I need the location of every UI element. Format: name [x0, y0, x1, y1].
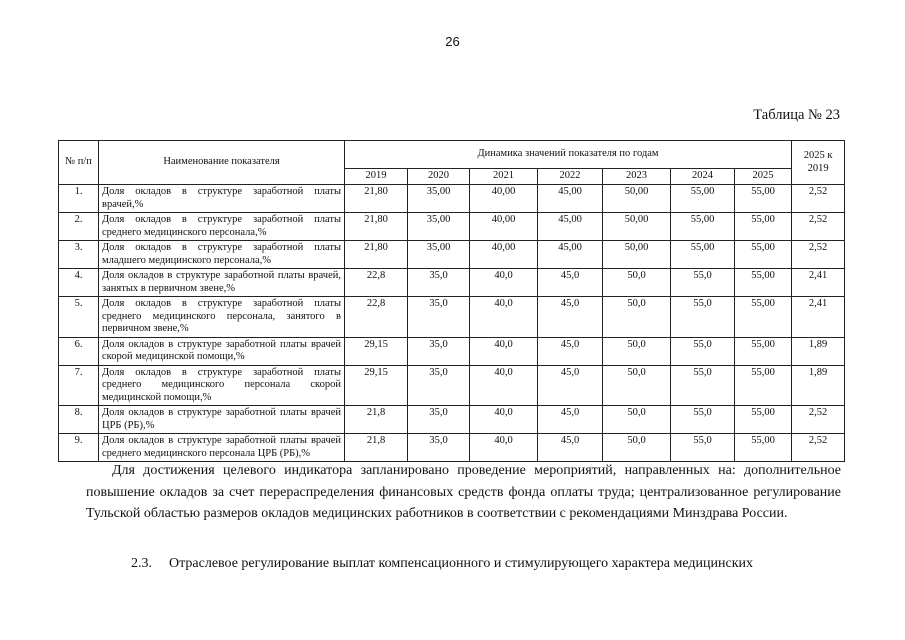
value-cell: 2,52	[792, 434, 845, 462]
value-cell: 50,00	[603, 241, 671, 269]
value-cell: 45,00	[538, 241, 603, 269]
indicator-name: Доля окладов в структуре заработной платы среднего медицинского персонала скорой медицинской помощи,%	[99, 365, 345, 406]
value-cell: 55,00	[671, 213, 735, 241]
indicator-name: Доля окладов в структуре заработной платы среднего медицинского персонала,%	[99, 213, 345, 241]
value-cell: 55,00	[735, 406, 792, 434]
header-year: 2024	[671, 169, 735, 185]
value-cell: 35,0	[408, 406, 470, 434]
value-cell: 40,00	[470, 185, 538, 213]
value-cell: 1,89	[792, 337, 845, 365]
value-cell: 22,8	[345, 269, 408, 297]
header-dynamics: Динамика значений показателя по годам	[345, 141, 792, 169]
row-number: 7.	[59, 365, 99, 406]
value-cell: 35,0	[408, 269, 470, 297]
value-cell: 45,00	[538, 185, 603, 213]
indicator-name: Доля окладов в структуре заработной платы младшего медицинского персонала,%	[99, 241, 345, 269]
value-cell: 2,41	[792, 297, 845, 338]
value-cell: 35,00	[408, 185, 470, 213]
table-row	[59, 337, 845, 365]
value-cell: 40,00	[470, 213, 538, 241]
value-cell: 55,00	[735, 241, 792, 269]
value-cell: 55,0	[671, 297, 735, 338]
row-number: 6.	[59, 337, 99, 365]
value-cell: 35,0	[408, 434, 470, 462]
header-num: № п/п	[59, 141, 99, 185]
value-cell: 55,00	[735, 297, 792, 338]
value-cell: 55,00	[735, 269, 792, 297]
value-cell: 50,0	[603, 365, 671, 406]
value-cell: 55,0	[671, 269, 735, 297]
value-cell: 45,0	[538, 434, 603, 462]
value-cell: 45,0	[538, 406, 603, 434]
value-cell: 21,8	[345, 434, 408, 462]
header-year: 2021	[470, 169, 538, 185]
row-number: 4.	[59, 269, 99, 297]
value-cell: 2,52	[792, 406, 845, 434]
value-cell: 29,15	[345, 337, 408, 365]
value-cell: 50,0	[603, 434, 671, 462]
value-cell: 21,8	[345, 406, 408, 434]
row-number: 5.	[59, 297, 99, 338]
value-cell: 55,00	[671, 185, 735, 213]
value-cell: 2,41	[792, 269, 845, 297]
table-row	[59, 297, 845, 338]
table-row	[59, 269, 845, 297]
value-cell: 40,0	[470, 269, 538, 297]
value-cell: 50,00	[603, 213, 671, 241]
header-year: 2019	[345, 169, 408, 185]
value-cell: 50,0	[603, 297, 671, 338]
table-row	[59, 365, 845, 406]
table-caption: Таблица № 23	[753, 107, 840, 123]
value-cell: 55,0	[671, 365, 735, 406]
section-heading	[131, 556, 753, 572]
section-number: 2.3.	[131, 556, 152, 571]
row-number: 9.	[59, 434, 99, 462]
value-cell: 45,0	[538, 297, 603, 338]
page-number: 26	[445, 34, 460, 49]
value-cell: 40,0	[470, 337, 538, 365]
indicator-name: Доля окладов в структуре заработной платы врачей,%	[99, 185, 345, 213]
value-cell: 55,00	[671, 241, 735, 269]
row-number: 1.	[59, 185, 99, 213]
value-cell: 45,0	[538, 337, 603, 365]
indicator-name: Доля окладов в структуре заработной платы врачей среднего медицинского персонала ЦРБ (РБ),%	[99, 434, 345, 462]
value-cell: 1,89	[792, 365, 845, 406]
value-cell: 21,80	[345, 241, 408, 269]
table-row	[59, 213, 845, 241]
header-year: 2023	[603, 169, 671, 185]
value-cell: 35,0	[408, 365, 470, 406]
header-name: Наименование показателя	[99, 141, 345, 185]
header-year: 2022	[538, 169, 603, 185]
value-cell: 22,8	[345, 297, 408, 338]
table-row	[59, 434, 845, 462]
value-cell: 40,0	[470, 434, 538, 462]
value-cell: 55,00	[735, 337, 792, 365]
table-row	[59, 185, 845, 213]
table-row	[59, 406, 845, 434]
value-cell: 50,00	[603, 185, 671, 213]
value-cell: 55,00	[735, 434, 792, 462]
value-cell: 50,0	[603, 269, 671, 297]
value-cell: 50,0	[603, 406, 671, 434]
value-cell: 55,0	[671, 406, 735, 434]
value-cell: 55,0	[671, 337, 735, 365]
value-cell: 35,00	[408, 241, 470, 269]
value-cell: 21,80	[345, 185, 408, 213]
indicator-name: Доля окладов в структуре заработной платы врачей ЦРБ (РБ),%	[99, 406, 345, 434]
indicator-name: Доля окладов в структуре заработной платы врачей, занятых в первичном звене,%	[99, 269, 345, 297]
section-title: Отраслевое регулирование выплат компенсационного и стимулирующего характера медицинских	[169, 556, 753, 571]
value-cell: 50,0	[603, 337, 671, 365]
header-year: 2020	[408, 169, 470, 185]
value-cell: 40,00	[470, 241, 538, 269]
value-cell: 40,0	[470, 406, 538, 434]
value-cell: 21,80	[345, 213, 408, 241]
value-cell: 45,0	[538, 365, 603, 406]
value-cell: 55,00	[735, 185, 792, 213]
value-cell: 55,00	[735, 365, 792, 406]
header-ratio: 2025 к 2019	[792, 141, 845, 185]
header-year: 2025	[735, 169, 792, 185]
value-cell: 2,52	[792, 213, 845, 241]
value-cell: 55,00	[735, 213, 792, 241]
indicator-table	[58, 140, 845, 462]
value-cell: 2,52	[792, 241, 845, 269]
value-cell: 2,52	[792, 185, 845, 213]
value-cell: 35,0	[408, 297, 470, 338]
table-row	[59, 241, 845, 269]
indicator-name: Доля окладов в структуре заработной платы среднего медицинского персонала, занятого в первичном звене,%	[99, 297, 345, 338]
row-number: 8.	[59, 406, 99, 434]
value-cell: 40,0	[470, 365, 538, 406]
row-number: 2.	[59, 213, 99, 241]
indicator-name: Доля окладов в структуре заработной платы врачей скорой медицинской помощи,%	[99, 337, 345, 365]
value-cell: 45,0	[538, 269, 603, 297]
value-cell: 40,0	[470, 297, 538, 338]
value-cell: 55,0	[671, 434, 735, 462]
row-number: 3.	[59, 241, 99, 269]
value-cell: 45,00	[538, 213, 603, 241]
value-cell: 29,15	[345, 365, 408, 406]
body-paragraph: Для достижения целевого индикатора запланировано проведение мероприятий, направленных на: дополнительное повышение окладов за счет перераспределения финансовых средств фонда оплаты труда; централизованное регулирование Тульской областью размеров окладов медицинских работников в соответствии с рекомендациями Минздрава России.	[86, 463, 841, 521]
value-cell: 35,0	[408, 337, 470, 365]
value-cell: 35,00	[408, 213, 470, 241]
